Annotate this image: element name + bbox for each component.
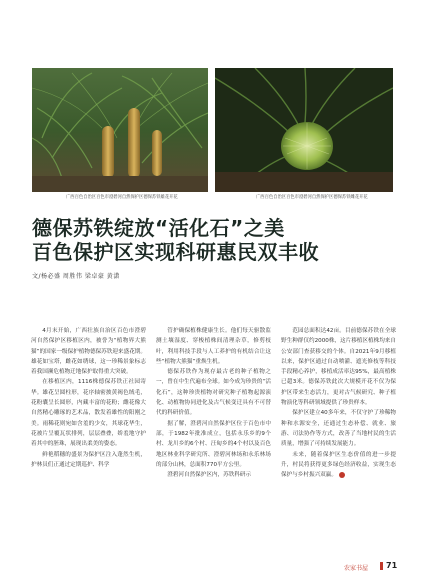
article-byline: 文/杨必盛 周胜伟 梁卓豪 黄潇 — [32, 273, 120, 280]
paragraph: 德保苏铁作为现存最古老的种子植物之一，曾在中生代遍布全球。如今成为珍贵的“活化石”，这种珍贵植物对研究种子植物起源演化、动植物协同进化及古气候变迁具有不可替代的科研价值。 — [156, 369, 271, 417]
article-title-line2: 百色保护区实现科研惠民双丰收 — [32, 240, 319, 264]
paragraph: 据了解，澄碧河自然保护区位于百色市中部，于1982年批准成立，包括永乐乡的9个村、龙川乡的6个村、汪甸乡的4个村以及百色地区林业科学研究所、澄碧河林场和永乐林场的部分山林，总面积770平方公里。 — [156, 420, 271, 468]
end-mark-icon — [339, 472, 345, 478]
photo-caption-right: 广西百色自治区百色市澄碧河自然保护区德保苏铁雌花开花 — [256, 195, 368, 200]
page-number: 71 — [386, 561, 398, 570]
paragraph-text: 未来，随着保护区生态价值的进一步提升，村民将获得更多绿色经济收益，实现生态保护与乡村振兴双赢。 — [281, 451, 396, 479]
photo-caption-left: 广西百色自治区百色市澄碧河自然保护区德保苏铁雄花开花 — [66, 195, 178, 200]
article-column-3 — [281, 326, 396, 480]
photo-male-cones — [32, 68, 208, 192]
footer-brand: 农家书屋 — [344, 565, 369, 572]
footer-divider — [380, 562, 383, 570]
article-title-line1: 德保苏铁绽放“活化石”之美 — [32, 216, 285, 240]
article-column-2 — [156, 326, 271, 480]
paragraph — [281, 450, 396, 481]
paragraph: 管护确保植株健康生长。他们每天驱散监测土壤湿度、穿梭植株间清理杂草，修剪枝叶，利用科技手段与人工养护的有机结合让这些“植物大熊猫”重焕生机。 — [156, 328, 271, 365]
article-column-1 — [31, 326, 146, 470]
paragraph: 在移植区内，1116株德保苏铁正社园寄华。雄花呈圆柱形，花序轴密披黄褐色绒毛，花粉囊呈长圆形，内藏丰富的花粉；雌花像大自然精心雕琢的艺术品，散发着雄性的阳刚之美。雨稀花则宛如含羞的少女，其球花华生，花被片呈覆瓦状排列，层层叠叠，娇羞地守护着其中的胚珠，展现出柔美的姿态。 — [31, 379, 146, 448]
paragraph: 4月末开始，广西壮族自治区百色市澄碧河自然保护区移植区内，被誉为“植物界大熊猫”的国家一级保护植物德保苏铁迎来盛花期。雄花如宝塔，雌花如绣球，这一珍稀景象标志着我国濒危植物迁地保护取得重大突破。 — [31, 328, 146, 376]
photo-female-cone — [215, 68, 393, 192]
paragraph: 保护区建立40多年来，不仅守护了珍稀物种和水源安全，还通过生态补偿、就业、旅游、司法协作等方式，改善了当地村民的生活质量，增强了可持续发展能力。 — [281, 410, 396, 448]
paragraph: 鲜艳稻穗的盛景为保护区注入蓬然生机，护林员们正通过定期巡护、科学 — [31, 451, 146, 468]
paragraph: 范园总面积达42亩。目前德保苏铁在全球野生种群仅约2000株，这片移植区植株均来自公安部门查获移交的个体。自2021年9月移植以来，保护区通过自动喷灌、遮光修枝等科技手段精心养护，移植成活率达95%，最高植株已超3米。德保苏铁此次大规模开花不仅为保护区带来生态活力，更对古气候研究、种子植物演化等科研领域提供了珍贵样本。 — [281, 328, 396, 407]
paragraph: 澄碧河自然保护区内，苏铁科研示 — [167, 472, 252, 479]
